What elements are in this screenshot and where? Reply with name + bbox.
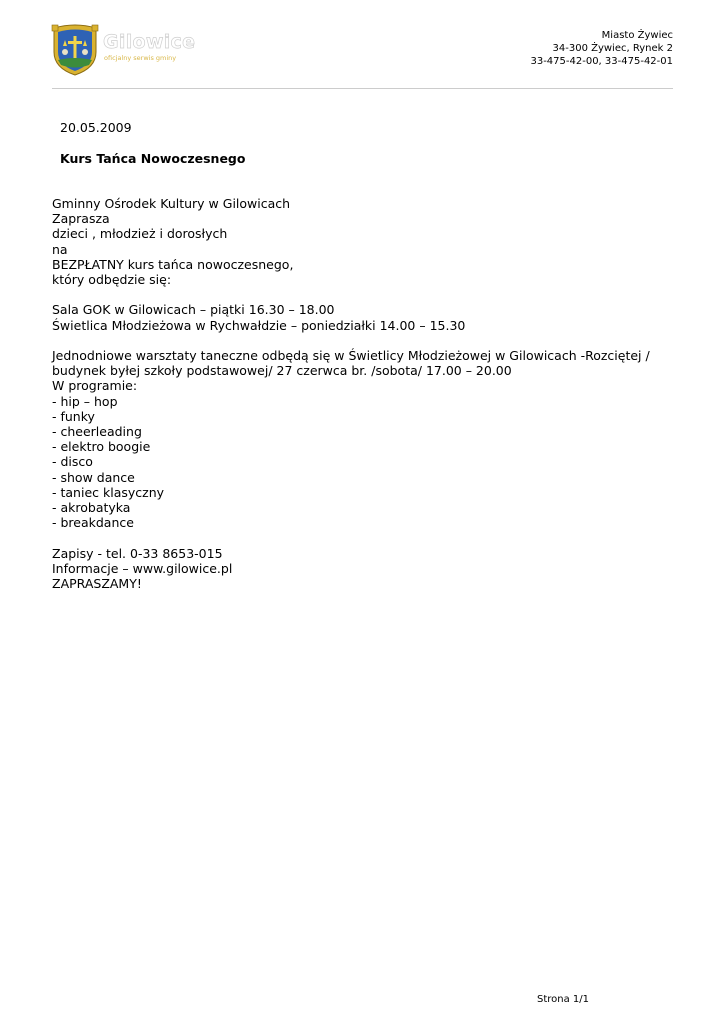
- paragraph-gap: [52, 530, 682, 545]
- workshop-line: Jednodniowe warsztaty taneczne odbędą się w Świetlicy Młodzieżowej w Gilowicach -Rozciętej /: [52, 348, 650, 363]
- program-item: - breakdance: [52, 515, 134, 531]
- program-item: - akrobatyka: [52, 500, 131, 516]
- schedule-line: Sala GOK w Gilowicach – piątki 16.30 – 18.00: [52, 302, 335, 318]
- info-website: Informacje – www.gilowice.pl: [52, 560, 233, 576]
- gilowice-crest-icon: [51, 24, 99, 76]
- address-street: 34-300 Żywiec, Rynek 2: [552, 43, 673, 54]
- program-item: - hip – hop: [52, 393, 118, 409]
- intro-line: dzieci , młodzież i dorosłych: [52, 226, 228, 242]
- program-item: - disco: [52, 454, 93, 470]
- address-phones: 33-475-42-00, 33-475-42-01: [530, 56, 673, 67]
- paragraph-gap: [52, 287, 682, 302]
- intro-line: Zaprasza: [52, 211, 110, 227]
- intro-line: na: [52, 241, 68, 257]
- municipality-address: [530, 29, 673, 68]
- program-item: - funky: [52, 408, 95, 424]
- article-title: Kurs Tańca Nowoczesnego: [60, 151, 246, 166]
- article-date: 20.05.2009: [60, 120, 132, 135]
- invitation-text: ZAPRASZAMY!: [52, 576, 142, 592]
- intro-line: który odbędzie się:: [52, 272, 172, 288]
- program-item: - cheerleading: [52, 424, 142, 440]
- program-item: - show dance: [52, 469, 135, 485]
- logo-title: Gilowice: [103, 31, 196, 53]
- logo-subtitle: oficjalny serwis gminy: [104, 54, 177, 62]
- signup-phone: Zapisy - tel. 0-33 8653-015: [52, 545, 223, 561]
- page-number: Strona 1/1: [537, 994, 590, 1005]
- article-body: [52, 196, 682, 591]
- site-logo[interactable]: [51, 24, 201, 76]
- workshop-line: W programie:: [52, 378, 138, 394]
- intro-line: Gminny Ośrodek Kultury w Gilowicach: [52, 196, 291, 211]
- program-item: - taniec klasyczny: [52, 484, 165, 500]
- program-item: - elektro boogie: [52, 439, 151, 455]
- schedule-line: Świetlica Młodzieżowa w Rychwałdzie – poniedziałki 14.00 – 15.30: [52, 317, 466, 333]
- workshop-line: budynek byłej szkoły podstawowej/ 27 czerwca br. /sobota/ 17.00 – 20.00: [52, 363, 512, 379]
- page-header: [0, 0, 725, 90]
- paragraph-gap: [52, 333, 682, 348]
- address-city: Miasto Żywiec: [601, 30, 673, 41]
- intro-line: BEZPŁATNY kurs tańca nowoczesnego,: [52, 256, 294, 272]
- header-divider: [52, 88, 673, 89]
